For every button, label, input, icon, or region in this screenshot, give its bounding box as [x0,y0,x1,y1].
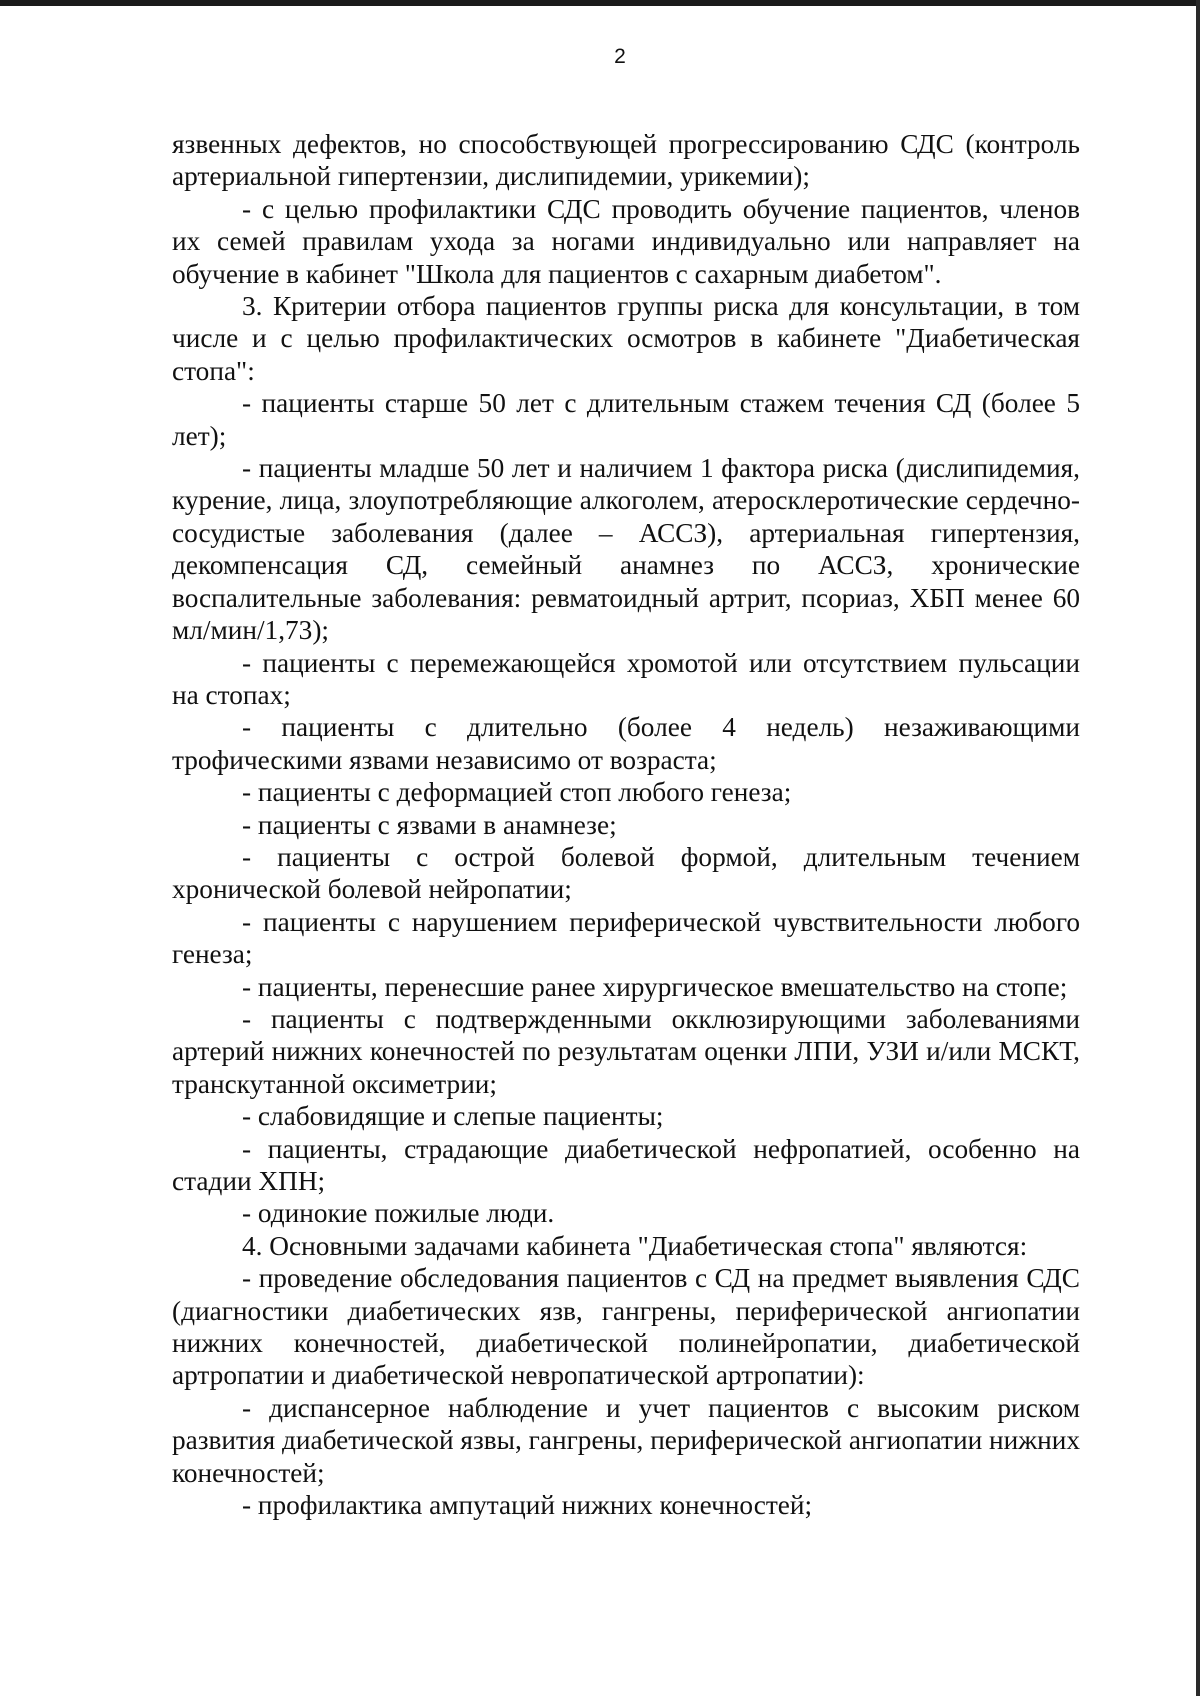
paragraph: язвенных дефектов, но способствующей прогрессированию СДС (контроль артериальной гипертензии, дислипидемии, урикемии); [172,129,1080,192]
scan-edge-right [1196,0,1200,1696]
list-item: - пациенты с нарушением периферической чувствительности любого генеза; [172,906,1080,970]
scan-edge-top [0,0,1200,6]
paragraph: 3. Критерии отбора пациентов группы риска для консультации, в том числе и с целью профилактических осмотров в кабинете "Диабетическая стопа": [172,291,1080,386]
list-item: - профилактика ампутаций нижних конечностей; [242,1490,813,1521]
page-number: 2 [614,45,626,68]
list-item: - пациенты, страдающие диабетической нефропатией, особенно на стадии ХПН; [172,1133,1080,1196]
list-item: - диспансерное наблюдение и учет пациентов с высоким риском развития диабетической язвы, гангрены, периферической ангиопатии нижних конечностей; [172,1392,1080,1488]
paragraph: - с целью профилактики СДС проводить обучение пациентов, членов их семей правилам ухода за ногами индивидуально или направляет на обучение в кабинет "Школа для пациентов с сахарным диабетом". [172,193,1080,289]
list-item: - слабовидящие и слепые пациенты; [242,1101,664,1132]
list-item: - пациенты, перенесшие ранее хирургическое вмешательство на стопе; [242,971,1068,1002]
list-item: - проведение обследования пациентов с СД на предмет выявления СДС (диагностики диабетических язв, гангрены, периферической ангиопатии нижних конечностей, диабетической полинейропатии, диабетической артропатии и диабетической невропатической артропатии): [172,1263,1080,1391]
list-item: - пациенты с перемежающейся хромотой или отсутствием пульсации на стопах; [172,647,1080,710]
list-item: - пациенты младше 50 лет и наличием 1 фактора риска (дислипидемия, курение, лица, злоупотребляющие алкоголем, атеросклеротические сердечно-сосудистые заболевания (далее – АССЗ), артериальная гипертензия, декомпенсация СД, семейный анамнез по АССЗ, хронические воспалительные заболевания: ревматоидный артрит, псориаз, ХБП менее 60 мл/мин/1,73); [172,453,1080,646]
list-item: - пациенты с подтвержденными окклюзирующими заболеваниями артерий нижних конечностей по результатам оценки ЛПИ, УЗИ и/или МСКТ, транскутанной оксиметрии; [172,1003,1080,1099]
paragraph: 4. Основными задачами кабинета "Диабетическая стопа" являются: [242,1230,1028,1261]
list-item: - пациенты с длительно (более 4 недель) незаживающими трофическими язвами независимо от возраста; [172,712,1080,775]
document-body [172,128,1080,1521]
list-item: - пациенты с деформацией стоп любого генеза; [242,777,792,808]
list-item: - одинокие пожилые люди. [242,1198,555,1229]
list-item: - пациенты с язвами в анамнезе; [242,809,617,840]
list-item: - пациенты старше 50 лет с длительным стажем течения СД (более 5 лет); [172,388,1080,451]
list-item: - пациенты с острой болевой формой, длительным течением хронической болевой нейропатии; [172,841,1080,905]
